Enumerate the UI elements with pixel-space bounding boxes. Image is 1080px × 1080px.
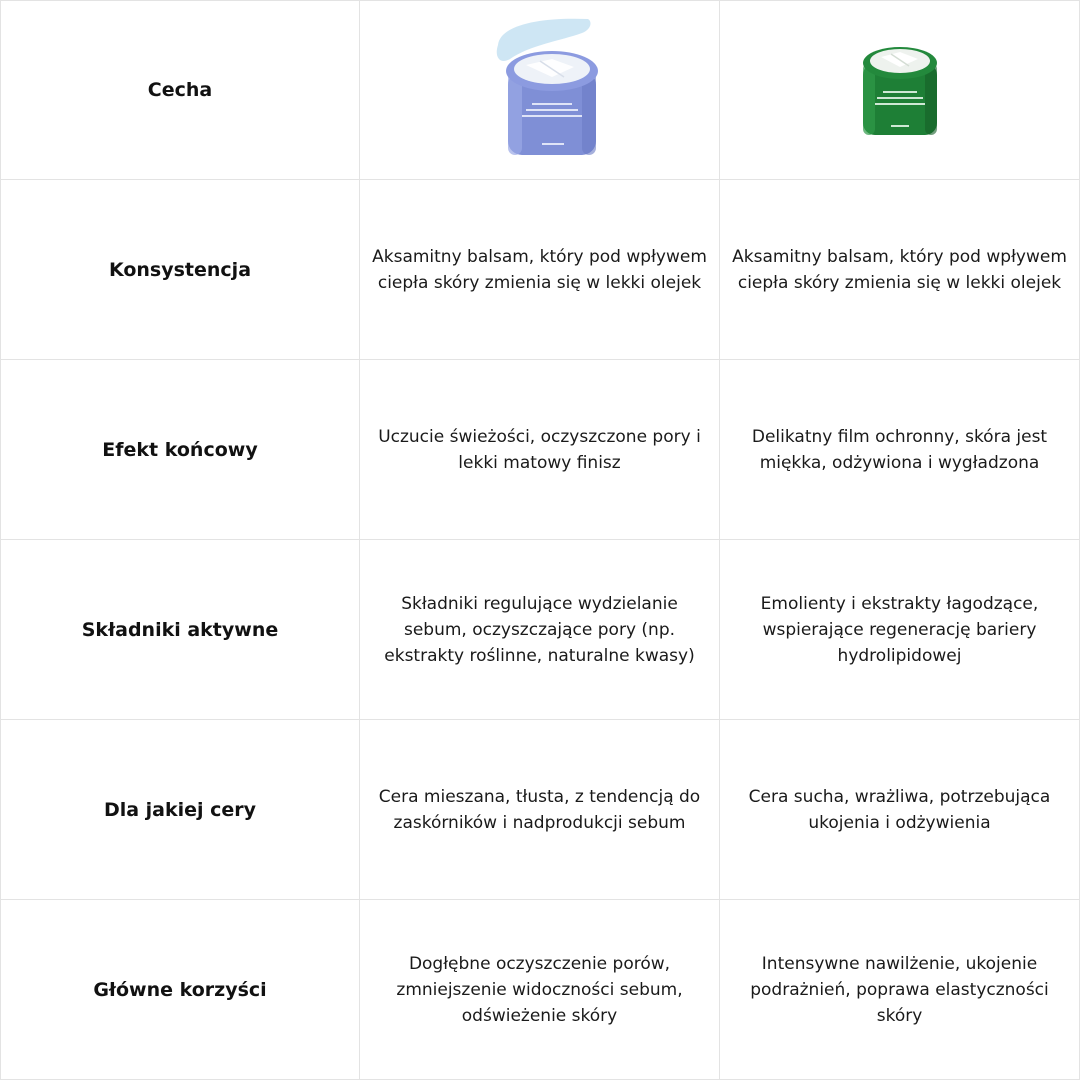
- row-value-cell-green: [720, 360, 1080, 540]
- row-label: Efekt końcowy: [102, 438, 258, 461]
- row-value: Uczucie świeżości, oczyszczone pory i lekki matowy finisz: [378, 426, 701, 473]
- row-label-cell: [0, 900, 360, 1080]
- row-value-cell-blue: [360, 360, 720, 540]
- row-value-cell-green: [720, 720, 1080, 900]
- row-label-cell: [0, 540, 360, 720]
- row-label-cell: [0, 180, 360, 360]
- row-label-cell: [0, 720, 360, 900]
- row-value-cell-blue: [360, 720, 720, 900]
- row-value-cell-green: [720, 180, 1080, 360]
- row-value-cell-blue: [360, 900, 720, 1080]
- row-value: Aksamitny balsam, który pod wpływem ciepła skóry zmienia się w lekki olejek: [372, 246, 707, 293]
- row-value: Cera mieszana, tłusta, z tendencją do zaskórników i nadprodukcji sebum: [378, 786, 701, 833]
- row-label: Konsystencja: [108, 258, 252, 281]
- row-value: Składniki regulujące wydzielanie sebum, oczyszczające pory (np. ekstrakty roślinne, naturalne kwasy): [384, 593, 695, 666]
- header-feature-cell: [0, 0, 360, 180]
- row-value: Cera sucha, wrażliwa, potrzebująca ukojenia i odżywienia: [748, 786, 1051, 833]
- blue-cleansing-balm-jar-icon: [470, 15, 610, 165]
- row-value: Emolienty i ekstrakty łagodzące, wspierające regenerację bariery hydrolipidowej: [760, 593, 1039, 666]
- row-value-cell-blue: [360, 540, 720, 720]
- row-value-cell-blue: [360, 180, 720, 360]
- row-label-cell: [0, 360, 360, 540]
- row-value-cell-green: [720, 900, 1080, 1080]
- row-value: Delikatny film ochronny, skóra jest miękka, odżywiona i wygładzona: [751, 426, 1048, 473]
- row-value-cell-green: [720, 540, 1080, 720]
- row-label: Składniki aktywne: [81, 618, 279, 641]
- header-product-green-cell: [720, 0, 1080, 180]
- row-value: Dogłębne oczyszczenie porów, zmniejszenie widoczności sebum, odświeżenie skóry: [396, 953, 683, 1026]
- header-product-blue-cell: [360, 0, 720, 180]
- feature-column-heading: Cecha: [147, 79, 213, 101]
- row-value: Intensywne nawilżenie, ukojenie podrażnień, poprawa elastyczności skóry: [750, 953, 1049, 1026]
- row-value: Aksamitny balsam, który pod wpływem ciepła skóry zmienia się w lekki olejek: [732, 246, 1067, 293]
- row-label: Główne korzyści: [93, 978, 267, 1001]
- row-label: Dla jakiej cery: [103, 798, 257, 821]
- green-cleansing-balm-jar-icon: [845, 35, 955, 145]
